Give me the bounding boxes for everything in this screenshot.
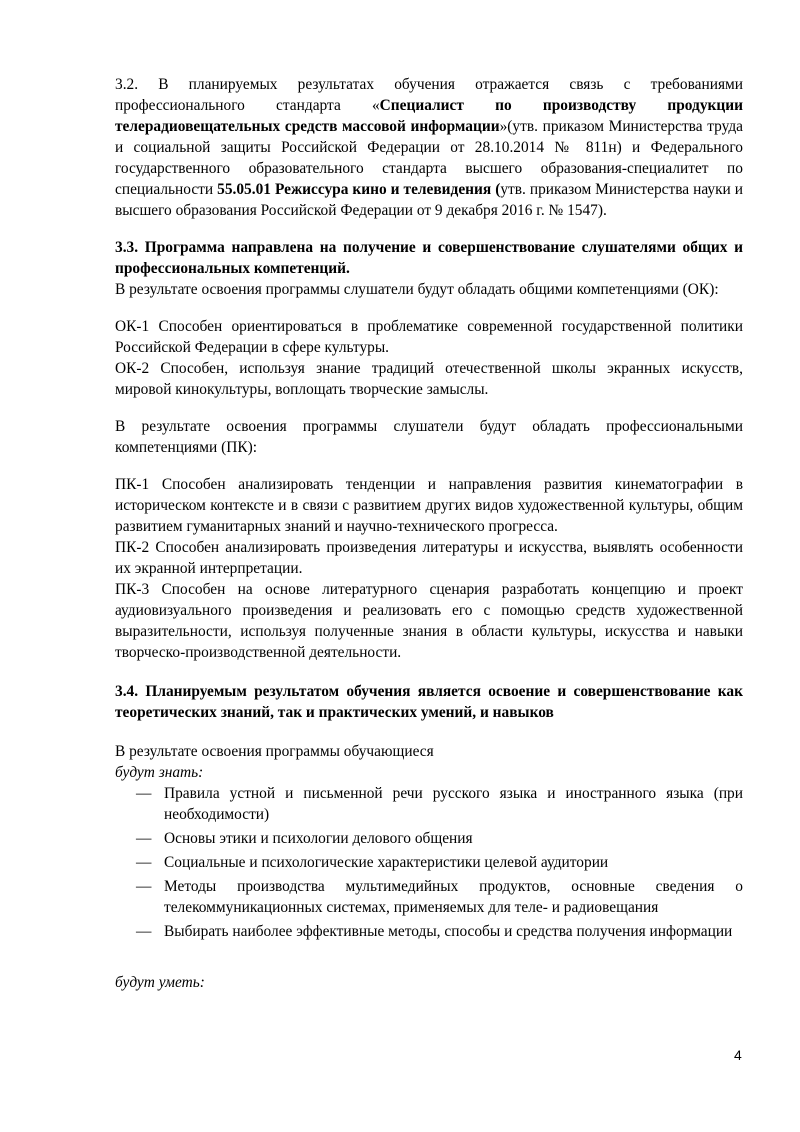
pk-2-item: ПК-2 Способен анализировать произведения литературы и искусства, выявлять особенности их экранной интерпретации. [115,539,743,577]
page-number: 4 [734,1047,742,1063]
ok-2-item: ОК-2 Способен, используя знание традиций отечественной школы экранных искусств, мировой кинокультуры, воплощать творческие замыслы. [115,360,743,398]
list-item: — Выбирать наиболее эффективные методы, способы и средства получения информации [136,923,733,940]
specialty-name: 55.05.01 Режиссура кино и телевидения ( [217,181,501,198]
dash-bullet: — [136,854,152,871]
ok-1-item: ОК-1 Способен ориентироваться в проблематике современной государственной политики Российской Федерации в сфере культуры. [115,318,743,356]
dash-bullet: — [136,878,152,895]
text-run: »(утв. приказом Министерства труда и социальной защиты Российской Федерации от 28.10.2014 № 811н) и Федерального государственного образовательного стандарта высшего образования-специалитет по специальности [115,118,744,198]
list-item: — Правила устной и письменной речи русского языка и иностранного языка (при необходимости) [136,785,743,823]
list-item: — Основы этики и психологии делового общения [136,830,473,847]
know-list [115,783,743,942]
text-run: утв. приказом Министерства науки и высшего образования Российской Федерации от 9 декабря 2016 г. № 1547). [115,181,743,219]
dash-bullet: — [136,830,152,847]
pk-3-item: ПК-3 Способен на основе литературного сценария разработать концепцию и проект аудиовизуального произведения и реализовать его с помощью средств художественной выразительности, используя полученные знания в области культуры, искусства и навыки творческо-производственной деятельности. [115,581,743,661]
section-3-4-heading [115,681,743,723]
results-intro: В результате освоения программы обучающиеся [115,743,434,760]
can-label: будут уметь: [115,974,205,991]
standard-name: Специалист по производству продукции телерадиовещательных средств массовой информации [115,97,743,135]
text-run: 3.2. В планируемых результатах обучения отражается связь с требованиями профессионального стандарта « [115,76,743,114]
dash-bullet: — [136,785,152,802]
section-3-2-paragraph [115,74,743,221]
know-label: будут знать: [115,764,204,781]
pk-1-item: ПК-1 Способен анализировать тенденции и направления развития кинематографии в историческом контексте и в связи с развитием других видов художественной культуры, общим развитием гуманитарных знаний и научно-технического прогресса. [115,476,743,535]
dash-bullet: — [136,923,152,940]
heading-text: 3.4. Планируемым результатом обучения является освоение и совершенствование как теоретических знаний, так и практических умений, и навыков [115,683,743,721]
section-3-3-heading [115,237,743,279]
document-page [115,74,743,993]
pk-intro: В результате освоения программы слушатели будут обладать профессиональными компетенциями (ПК): [115,418,743,456]
list-item: — Социальные и психологические характеристики целевой аудитории [136,854,609,871]
heading-text: 3.3. Программа направлена на получение и совершенствование слушателями общих и профессиональных компетенций. [115,239,743,277]
ok-intro: В результате освоения программы слушатели будут обладать общими компетенциями (ОК): [115,281,719,298]
list-item: — Методы производства мультимедийных продуктов, основные сведения о телекоммуникационных системах, применяемых для теле- и радиовещания [136,878,743,916]
